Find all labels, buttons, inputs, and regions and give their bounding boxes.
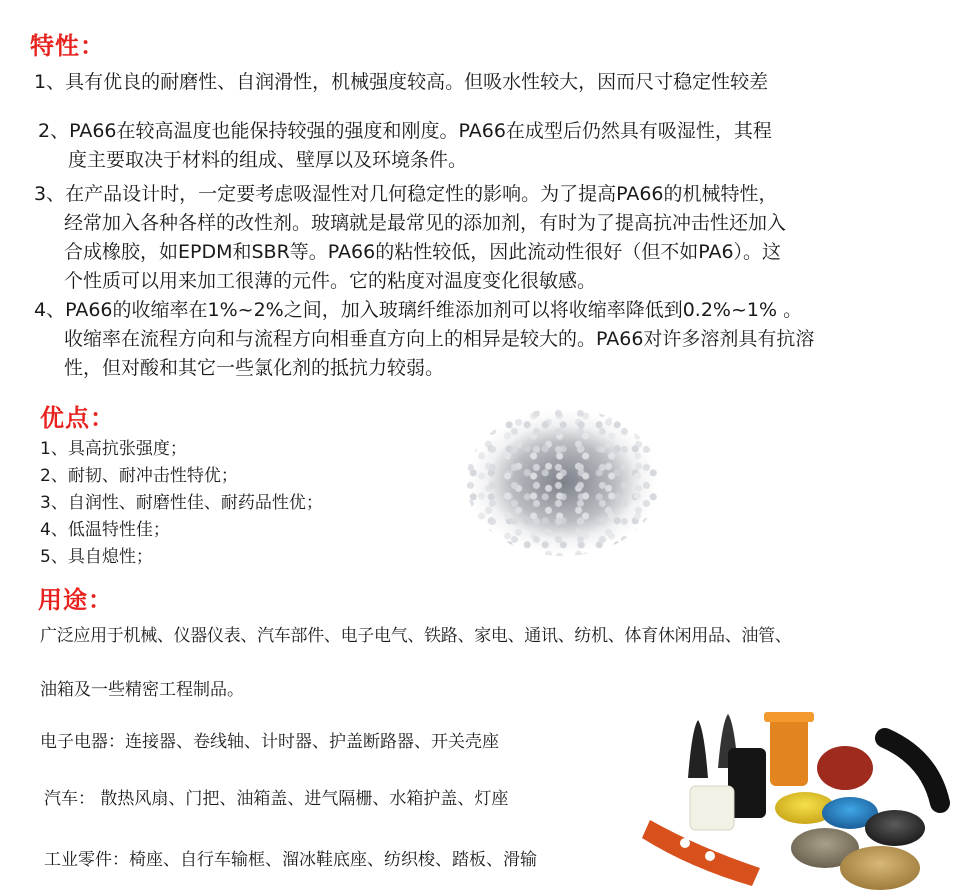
feature-item-3-line-4: 个性质可以用来加工很薄的元件。它的粘度对温度变化很敏感。 [64,270,597,292]
feature-item-3-line-1: 3、在产品设计时，一定要考虑吸湿性对几何稳定性的影响。为了提高PA66的机械特性， [34,183,778,205]
features-heading: 特性： [30,32,105,60]
feature-item-2-line-1: 2、PA66在较高温度也能保持较强的强度和刚度。PA66在成型后仍然具有吸湿性，其程 [38,120,772,142]
gray-pellets-image [452,398,674,566]
uses-industrial: 工业零件：椅座、自行车输框、溜冰鞋底座、纺织梭、踏板、滑输 [44,850,537,870]
advantage-item-3: 3、自润性、耐磨性佳、耐药品性优； [40,493,323,513]
advantage-item-4: 4、低温特性佳； [40,520,170,540]
uses-general-line-1: 广泛应用于机械、仪器仪表、汽车部件、电子电气、铁路、家电、通讯、纺机、体育休闲用品、油管、 [40,626,792,646]
advantage-item-2: 2、耐韧、耐冲击性特优； [40,466,238,486]
feature-item-3-line-2: 经常加入各种各样的改性剂。玻璃就是最常见的添加剂，有时为了提高抗冲击性还加入 [64,212,787,234]
feature-item-4-line-2: 收缩率在流程方向和与流程方向相垂直方向上的相异是较大的。PA66对许多溶剂具有抗溶 [64,328,815,350]
advantage-item-1: 1、具高抗张强度； [40,439,187,459]
feature-item-1: 1、具有优良的耐磨性、自润滑性，机械强度较高。但吸水性较大，因而尺寸稳定性较差 [34,71,769,93]
uses-automotive: 汽车： 散热风扇、门把、油箱盖、进气隔栅、水箱护盖、灯座 [44,789,509,809]
feature-item-3-line-3: 合成橡胶，如EPDM和SBR等。PA66的粘性较低，因此流动性很好（但不如PA6）。这 [64,241,782,263]
feature-item-4-line-1: 4、PA66的收缩率在1%~2%之间，加入玻璃纤维添加剂可以将收缩率降低到0.2%~1% 。 [34,299,803,321]
feature-item-4-line-3: 性，但对酸和其它一些氯化剂的抵抗力较弱。 [64,357,445,379]
uses-general-line-2: 油箱及一些精密工程制品。 [40,680,244,700]
uses-electronics: 电子电器：连接器、卷线轴、计时器、护盖断路器、开关壳座 [40,732,499,752]
uses-heading: 用途： [38,586,113,614]
advantages-heading: 优点： [40,404,115,432]
advantage-item-5: 5、具自熄性； [40,547,153,567]
feature-item-2-line-2: 度主要取决于材料的组成、壁厚以及环境条件。 [68,149,468,171]
plastic-products-image [640,708,970,893]
